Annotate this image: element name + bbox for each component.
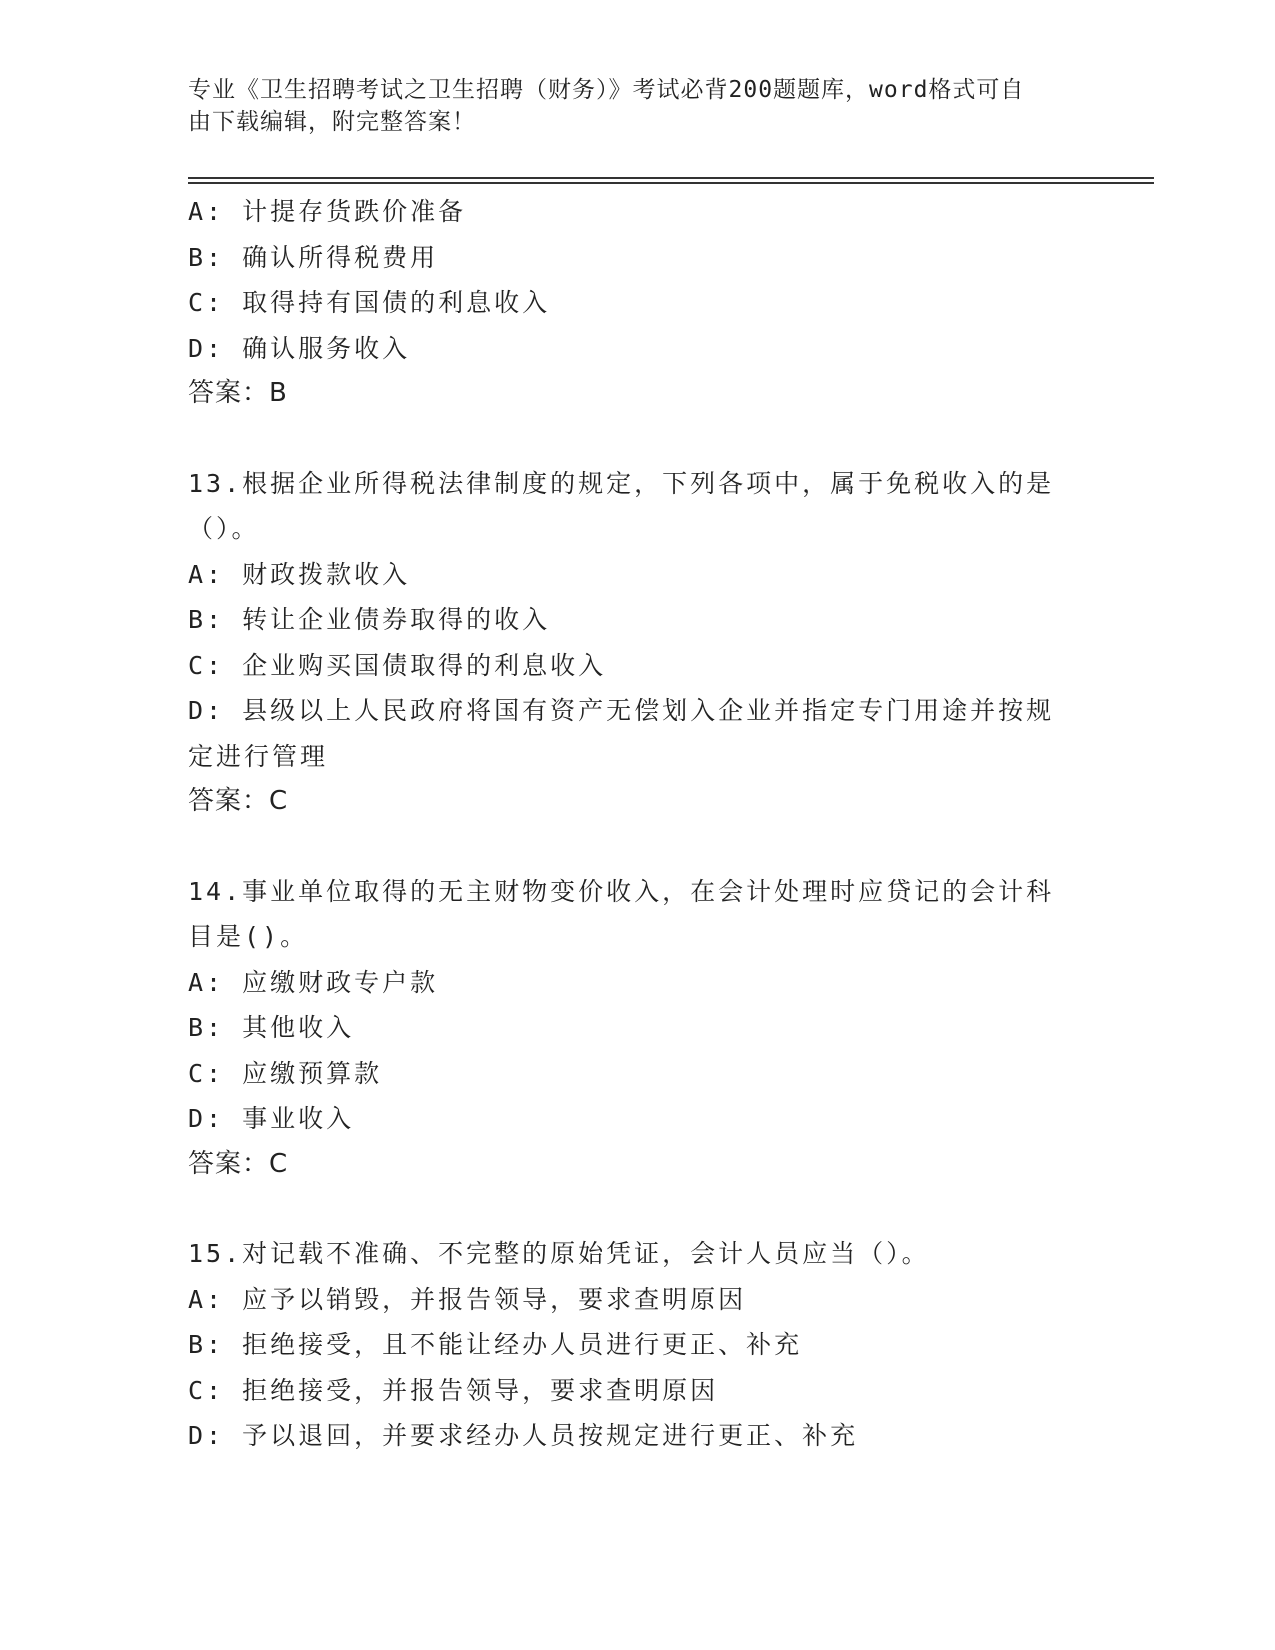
question-14-block xyxy=(188,869,1068,1188)
question-13-option-a: A: 财政拨款收入 xyxy=(188,559,411,589)
question-12-answer: 答案：B xyxy=(188,378,288,408)
question-13-option-d-line-2: 定进行管理 xyxy=(188,741,329,771)
header-line-2: 由下载编辑，附完整答案！ xyxy=(188,109,476,135)
header-divider-top xyxy=(188,177,1154,179)
question-14-answer: 答案：C xyxy=(188,1148,289,1179)
question-14-stem-line-2: 目是()。 xyxy=(188,922,309,951)
question-15-option-a: A: 应予以销毁，并报告领导，要求查明原因 xyxy=(188,1284,747,1314)
question-14-option-a: A: 应缴财政专户款 xyxy=(188,967,439,997)
question-12-option-d: D: 确认服务收入 xyxy=(188,333,411,363)
question-list xyxy=(188,189,1068,1459)
question-13-stem-line-2: （）。 xyxy=(188,514,260,543)
question-12-option-a: A: 计提存货跌价准备 xyxy=(188,197,467,226)
question-13-block xyxy=(188,461,1068,825)
question-13-answer: 答案：C xyxy=(188,786,289,816)
question-14-option-d: D: 事业收入 xyxy=(188,1104,355,1133)
question-spacer xyxy=(188,825,1068,869)
question-12-option-b: B: 确认所得税费用 xyxy=(188,242,439,272)
question-spacer xyxy=(188,417,1068,461)
question-13-option-b: B: 转让企业债券取得的收入 xyxy=(188,605,551,634)
question-spacer xyxy=(188,1187,1068,1231)
question-13-stem-line-1: 13.根据企业所得税法律制度的规定，下列各项中，属于免税收入的是 xyxy=(188,468,1055,498)
question-12-option-c: C: 取得持有国债的利息收入 xyxy=(188,288,551,317)
question-15-stem: 15.对记载不准确、不完整的原始凭证，会计人员应当（）。 xyxy=(188,1239,930,1268)
header-divider-bottom xyxy=(188,182,1154,184)
document-header xyxy=(188,74,1068,138)
question-15-block xyxy=(188,1231,1068,1459)
question-13-option-c: C: 企业购买国债取得的利息收入 xyxy=(188,650,607,680)
header-line-1: 专业《卫生招聘考试之卫生招聘（财务）》考试必背200题题库，word格式可自 xyxy=(188,77,1025,103)
question-14-stem-line-1: 14.事业单位取得的无主财物变价收入，在会计处理时应贷记的会计科 xyxy=(188,876,1055,906)
question-12-block xyxy=(188,189,1068,417)
question-15-option-c: C: 拒绝接受，并报告领导，要求查明原因 xyxy=(188,1375,719,1405)
question-13-option-d-line-1: D: 县级以上人民政府将国有资产无偿划入企业并指定专门用途并按规 xyxy=(188,696,1055,725)
question-14-option-c: C: 应缴预算款 xyxy=(188,1058,383,1088)
question-14-option-b: B: 其他收入 xyxy=(188,1013,355,1042)
question-15-option-b: B: 拒绝接受，且不能让经办人员进行更正、补充 xyxy=(188,1330,803,1359)
question-15-option-d: D: 予以退回，并要求经办人员按规定进行更正、补充 xyxy=(188,1421,859,1450)
